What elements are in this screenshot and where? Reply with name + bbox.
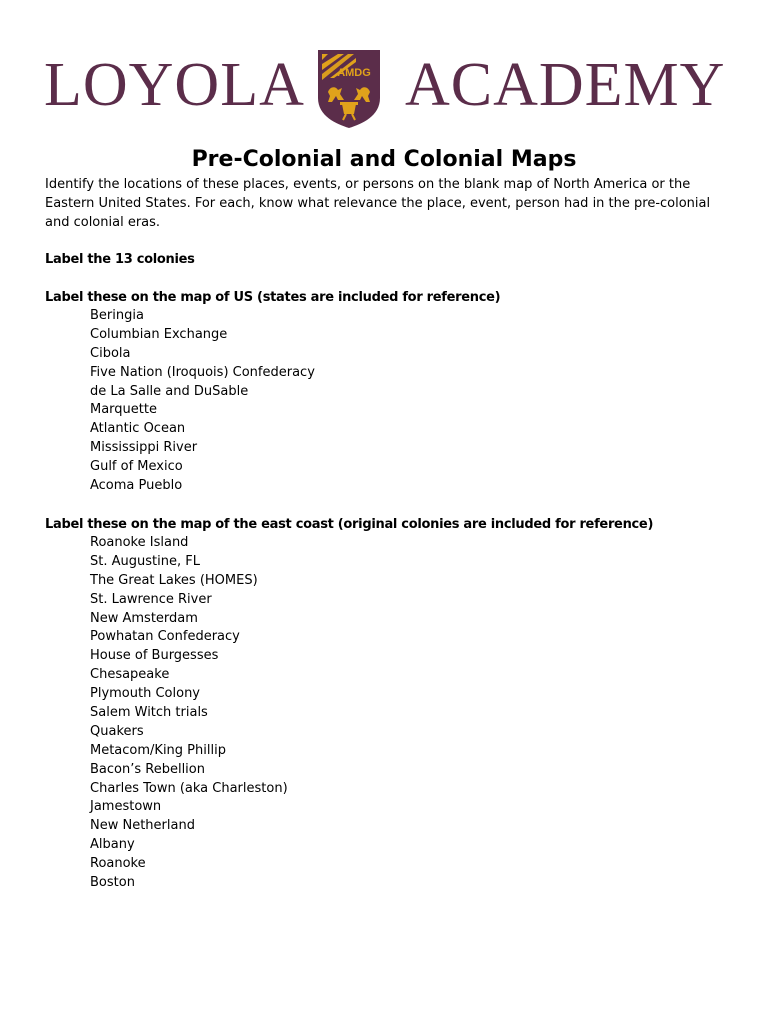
crest-logo xyxy=(316,48,382,130)
instructions-paragraph: Identify the locations of these places, events, or persons on the blank map of North America or the Eastern United States. For each, know what relevance the place, event, person had in the pre-colonial and colonial eras. xyxy=(45,177,711,230)
list-item: Salem Witch trials xyxy=(90,705,208,721)
list-item: Beringia xyxy=(90,308,144,323)
list-item: Roanoke xyxy=(90,856,146,872)
page-title: Pre-Colonial and Colonial Maps xyxy=(191,147,577,172)
section-heading-us-map: Label these on the map of US (states are included for reference) xyxy=(45,290,501,305)
list-item: Metacom/King Phillip xyxy=(90,742,226,758)
list-item: Powhatan Confederacy xyxy=(90,629,240,645)
list-item: St. Augustine, FL xyxy=(90,553,200,569)
list-item: Jamestown xyxy=(90,799,162,815)
list-item: Mississippi River xyxy=(90,440,198,456)
list-item: New Netherland xyxy=(90,818,195,834)
list-item: Plymouth Colony xyxy=(90,686,200,702)
list-item: Acoma Pueblo xyxy=(90,478,183,494)
section-heading-east-coast-map: Label these on the map of the east coast (original colonies are included for reference) xyxy=(45,517,654,532)
list-item: The Great Lakes (HOMES) xyxy=(90,572,258,588)
list-item: Columbian Exchange xyxy=(90,326,228,342)
list-item: Quakers xyxy=(90,723,144,739)
us-map-list xyxy=(90,307,315,496)
list-item: Boston xyxy=(90,875,135,891)
brand-word-loyola: LOYOLA xyxy=(44,51,305,119)
list-item: de La Salle and DuSable xyxy=(90,383,249,399)
list-item: Marquette xyxy=(90,402,157,418)
list-item: Bacon’s Rebellion xyxy=(90,761,205,777)
section-heading-13-colonies: Label the 13 colonies xyxy=(45,252,195,267)
list-item: Gulf of Mexico xyxy=(90,459,183,475)
list-item: Roanoke Island xyxy=(90,535,189,550)
list-item: Charles Town (aka Charleston) xyxy=(90,780,288,796)
list-item: Cibola xyxy=(90,345,131,361)
list-item: St. Lawrence River xyxy=(90,591,212,607)
brand-word-academy: ACADEMY xyxy=(405,51,726,119)
east-coast-map-list xyxy=(90,534,288,893)
list-item: New Amsterdam xyxy=(90,610,198,626)
list-item: Atlantic Ocean xyxy=(90,421,186,437)
list-item: Albany xyxy=(90,837,135,853)
list-item: Chesapeake xyxy=(90,667,170,683)
list-item: House of Burgesses xyxy=(90,648,219,664)
letterhead xyxy=(0,44,768,134)
crest-motto: AMDG xyxy=(337,67,371,79)
list-item: Five Nation (Iroquois) Confederacy xyxy=(90,364,315,380)
